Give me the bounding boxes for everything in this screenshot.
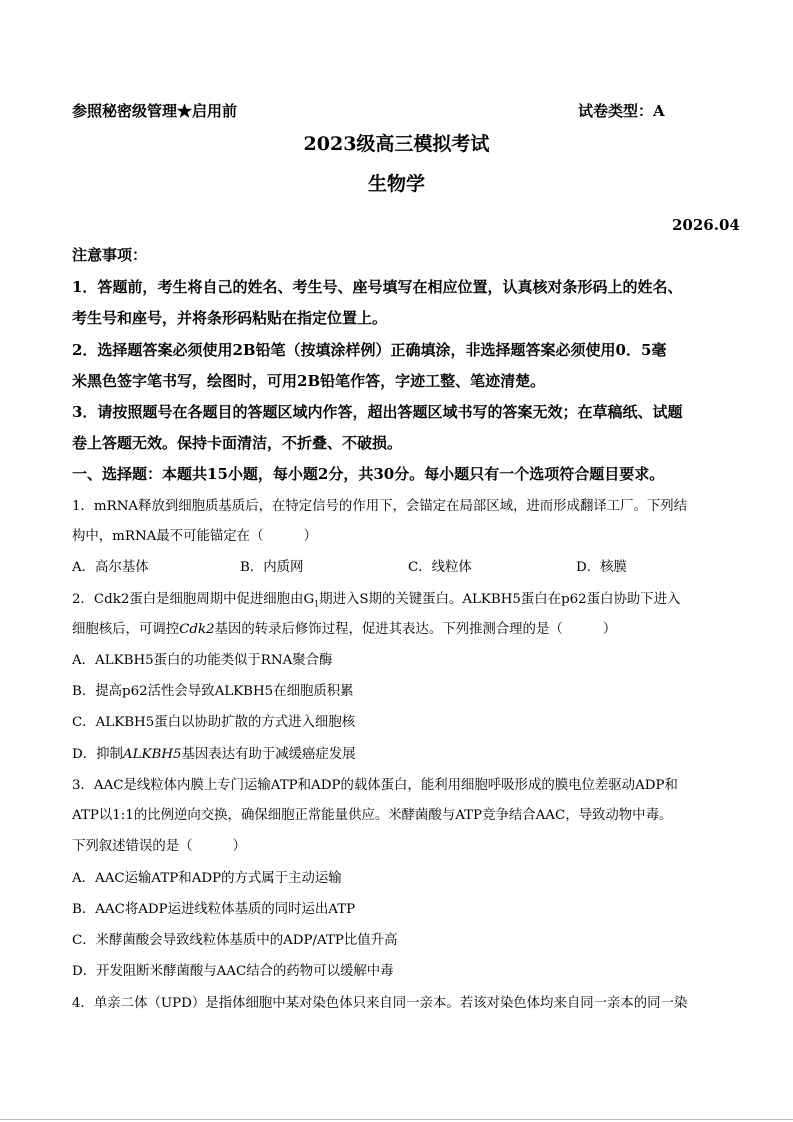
notice-line: 1．答题前，考生将自己的姓名、考生号、座号填写在相应位置，认真核对条形码上的姓名、 bbox=[72, 278, 683, 296]
exam-subject: 生物学 bbox=[367, 173, 425, 195]
question-3-stem: 下列叙述错误的是（ ） bbox=[72, 839, 247, 854]
text: 基因的转录后修饰过程，促进其表达。下列推测合理的是（ ） bbox=[214, 622, 617, 637]
option-c: C．米酵菌酸会导致线粒体基质中的ADP/ATP比值升高 bbox=[72, 933, 398, 948]
gene-name: Cdk2 bbox=[179, 622, 215, 637]
option-d: D．核膜 bbox=[576, 560, 627, 575]
notice-line: 米黑色签字笔书写，绘图时，可用2B铅笔作答，字迹工整、笔迹清楚。 bbox=[72, 372, 546, 390]
option-a: A．ALKBH5蛋白的功能类似于RNA聚合酶 bbox=[72, 653, 333, 668]
gene-name: ALKBH5 bbox=[122, 747, 182, 762]
question-3-stem: ATP以1:1的比例逆向交换，确保细胞正常能量供应。米酵菌酸与ATP竞争结合AAC，导致动物中毒。 bbox=[72, 808, 673, 823]
exam-date: 2026.04 bbox=[672, 216, 740, 234]
paper-type-label: 试卷类型：A bbox=[578, 102, 665, 120]
option-d bbox=[72, 745, 356, 765]
notice-line: 考生号和座号，并将条形码粘贴在指定位置上。 bbox=[72, 309, 388, 327]
notice-line: 2．选择题答案必须使用2B铅笔（按填涂样例）正确填涂，非选择题答案必须使用0．5毫 bbox=[72, 341, 667, 359]
page-divider bbox=[0, 1119, 793, 1120]
text: 基因表达有助于减缓癌症发展 bbox=[181, 747, 356, 762]
option-d: D．开发阻断米酵菌酸与AAC结合的药物可以缓解中毒 bbox=[72, 964, 394, 979]
question-1-stem: 构中，mRNA最不可能锚定在（ ） bbox=[72, 529, 318, 544]
option-a: A．高尔基体 bbox=[72, 560, 149, 575]
option-c: C．ALKBH5蛋白以协助扩散的方式进入细胞核 bbox=[72, 715, 356, 730]
question-2-stem bbox=[72, 590, 680, 615]
option-b: B．提高p62活性会导致ALKBH5在细胞质积累 bbox=[72, 684, 354, 699]
text: D．抑制 bbox=[72, 747, 123, 762]
option-c: C．线粒体 bbox=[408, 560, 472, 575]
option-a: A．AAC运输ATP和ADP的方式属于主动运输 bbox=[72, 871, 342, 886]
confidential-label: 参照秘密级管理★启用前 bbox=[72, 102, 238, 120]
notice-line: 3．请按照题号在各题目的答题区域内作答，超出答题区域书写的答案无效；在草稿纸、试题 bbox=[72, 403, 683, 421]
text: 细胞核后，可调控 bbox=[72, 622, 180, 637]
section-heading: 一、选择题：本题共15小题，每小题2分，共30分。每小题只有一个选项符合题目要求。 bbox=[72, 465, 665, 483]
question-3-stem: 3．AAC是线粒体内膜上专门运输ATP和ADP的载体蛋白，能利用细胞呼吸形成的膜电位差驱动ADP和 bbox=[72, 778, 678, 793]
text: 2．Cdk2蛋白是细胞周期中促进细胞由G bbox=[72, 592, 315, 607]
question-2-stem bbox=[72, 620, 616, 640]
notice-heading: 注意事项： bbox=[72, 246, 148, 264]
subscript: 1 bbox=[314, 599, 320, 609]
option-b: B．内质网 bbox=[240, 560, 304, 575]
exam-title: 2023级高三模拟考试 bbox=[303, 133, 490, 155]
question-4-stem: 4．单亲二体（UPD）是指体细胞中某对染色体只来自同一亲本。若该对染色体均来自同一亲本的同一染 bbox=[72, 996, 688, 1011]
question-1-stem: 1．mRNA释放到细胞质基质后，在特定信号的作用下，会锚定在局部区域，进而形成翻译工厂。下列结 bbox=[72, 499, 688, 514]
notice-line: 卷上答题无效。保持卡面清洁，不折叠、不破损。 bbox=[72, 434, 403, 452]
text: 期进入S期的关键蛋白。ALKBH5蛋白在p62蛋白协助下进入 bbox=[319, 592, 681, 607]
option-b: B．AAC将ADP运进线粒体基质的同时运出ATP bbox=[72, 902, 356, 917]
